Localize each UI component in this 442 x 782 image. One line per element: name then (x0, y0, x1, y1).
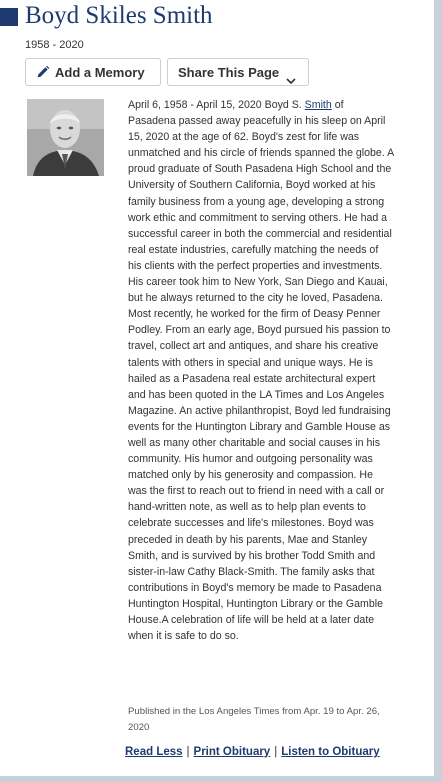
add-memory-button[interactable] (25, 58, 161, 86)
share-page-label: Share This Page (178, 64, 280, 80)
window-frame-right (434, 0, 442, 782)
window-frame-bottom (0, 776, 442, 782)
print-obituary-link[interactable]: Print Obituary (193, 746, 271, 758)
listen-obituary-link[interactable]: Listen to Obituary (281, 746, 380, 758)
read-less-link[interactable]: Read Less (125, 746, 183, 758)
portrait-image (27, 99, 104, 176)
surname-link[interactable]: Smith (304, 99, 332, 111)
publication-note: Published in the Los Angeles Times from Apr. 19 to Apr. 26, 2020 (128, 706, 380, 733)
separator: | (186, 746, 190, 758)
separator: | (274, 746, 278, 758)
obituary-text-start: April 6, 1958 - April 15, 2020 Boyd S. (128, 99, 305, 111)
chevron-down-icon (286, 77, 296, 85)
obituary-actions (125, 746, 380, 758)
title-accent-block (0, 8, 18, 26)
pencil-icon (36, 65, 50, 79)
page-title: Boyd Skiles Smith (25, 2, 213, 29)
share-page-button[interactable] (167, 58, 309, 86)
add-memory-label: Add a Memory (55, 64, 145, 80)
life-years: 1958 - 2020 (25, 39, 84, 51)
portrait-photo (27, 99, 104, 176)
obituary-text (128, 97, 394, 644)
obituary-text-rest: of Pasadena passed away peacefully in his sleep on April 15, 2020 at the age of 62. Boyd's zest for life was unmatched and his circle of friends spanned the globe. A proud graduate of South Pasadena High School and the University of Southern California, Boyd worked at his family business from a young age, developing a strong work ethic and commitment to serving others. He had a successful career in both the commercial and residential real estate industries, carefully matching the needs of his clients with the perfect properties and investments. His career took him to New York, San Diego and Kauai, but he always returned to the city he loved, Pasadena. Most recently, he worked for the firm of Deasy Penner Podley. From an early age, Boyd pursued his passion to travel, collect art and antiques, and share his creative talents with others in special and unique ways. He is hailed as a Pasadena real estate architectural expert and has been quoted in the LA Times and Los Angeles Magazine. An active philanthropist, Boyd led fundraising events for the Huntington Library and Gamble House as well as many other charitable and social causes in his community. His humor and outgoing personality was matched only by his generosity and compassion. He was the first to reach out to friend in need with a call or hand-written note, as well as to help plan events to celebrate successes and life's milestones. Boyd was preceded in death by his parents, Mae and Stanley Smith, and is survived by his brother Todd Smith and sister-in-law Cathy Black-Smith. The family asks that contributions in Boyd's memory be made to Pasadena Huntington Hospital, Huntington Library or the Gamble House.A celebration of life will be held at a later date when it is safe to do so. (128, 99, 394, 643)
